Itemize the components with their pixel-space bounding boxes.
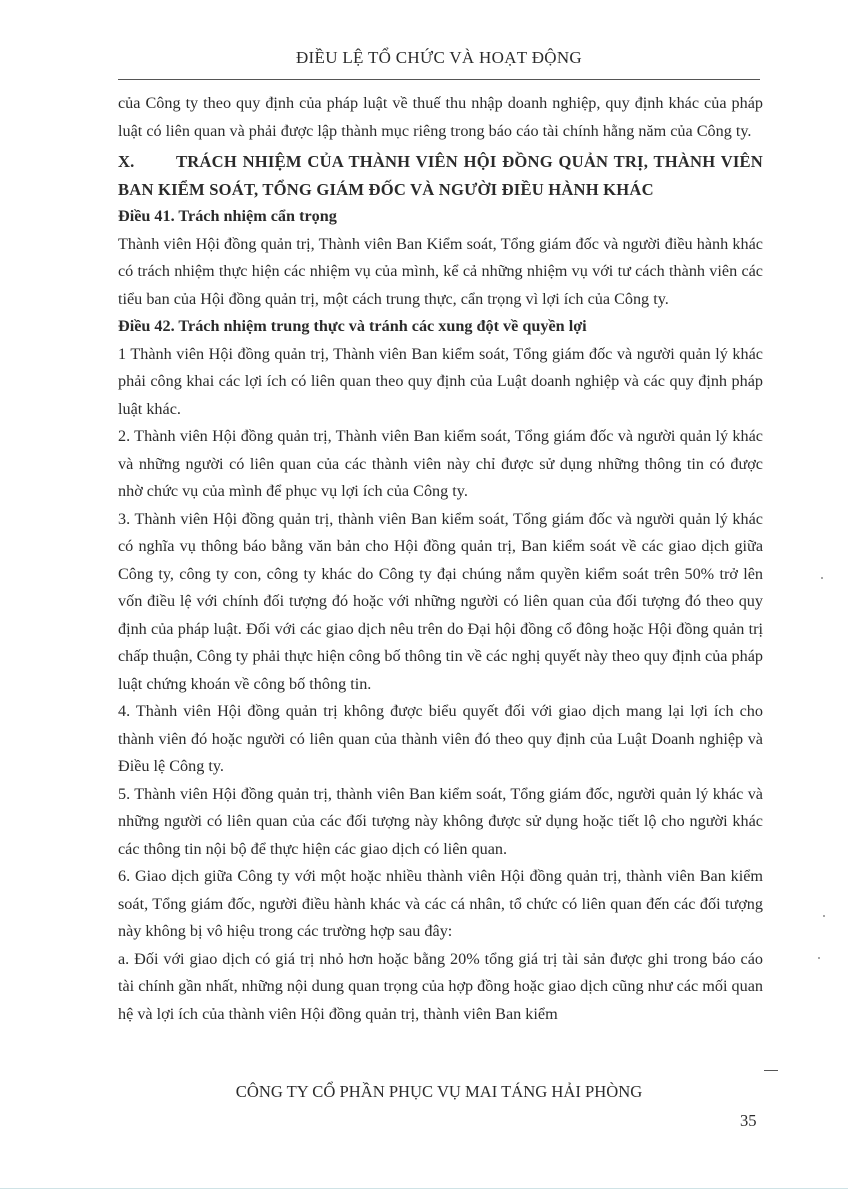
article-42-title: Điều 42. Trách nhiệm trung thực và tránh các xung đột về quyền lợi bbox=[118, 317, 587, 335]
article-42-clause-2: 2. Thành viên Hội đồng quản trị, Thành viên Ban kiểm soát, Tổng giám đốc và người quản lý khác và những người có liên quan của các thành viên này chỉ được sử dụng những thông tin có được nhờ chức vụ của mình để phục vụ lợi ích của Công ty. bbox=[118, 427, 763, 500]
article-41-text: Thành viên Hội đồng quản trị, Thành viên Ban Kiểm soát, Tổng giám đốc và người điều hành khác có trách nhiệm thực hiện các nhiệm vụ của mình, kể cả những nhiệm vụ với tư cách thành viên các tiểu ban của Hội đồng quản trị, một cách trung thực, cẩn trọng vì lợi ích của Công ty. bbox=[118, 234, 763, 308]
scan-speck bbox=[823, 915, 825, 917]
article-42-clause-3: 3. Thành viên Hội đồng quản trị, thành viên Ban kiểm soát, Tổng giám đốc và người quản lý khác có nghĩa vụ thông báo bằng văn bản cho Hội đồng quản trị, Ban kiểm soát về các giao dịch giữa Công ty, công ty con, công ty khác do Công ty đại chúng nắm quyền kiểm soát trên 50% trở lên vốn điều lệ với chính đối tượng đó hoặc với những người có liên quan của đối tượng đó theo quy định của pháp luật. Đối với các giao dịch nêu trên do Đại hội đồng cổ đông hoặc Hội đồng quản trị chấp thuận, Công ty phải thực hiện công bố thông tin về các nghị quyết này theo quy định của pháp luật chứng khoán về công bố thông tin. bbox=[118, 509, 763, 693]
article-42-clause-4: 4. Thành viên Hội đồng quản trị không được biểu quyết đối với giao dịch mang lại lợi ích cho thành viên đó hoặc người có liên quan của thành viên đó theo quy định của Luật Doanh nghiệp và Điều lệ Công ty. bbox=[118, 702, 763, 775]
footer-divider bbox=[764, 1070, 778, 1071]
article-42-clause-1: 1 Thành viên Hội đồng quản trị, Thành viên Ban kiểm soát, Tổng giám đốc và người quản lý khác phải công khai các lợi ích có liên quan theo quy định của Luật doanh nghiệp và các quy định pháp luật khác. bbox=[118, 344, 763, 418]
footer-company: CÔNG TY CỔ PHẦN PHỤC VỤ MAI TÁNG HẢI PHÒNG bbox=[235, 1082, 643, 1101]
article-42-clause-6: 6. Giao dịch giữa Công ty với một hoặc nhiều thành viên Hội đồng quản trị, thành viên Ban kiểm soát, Tổng giám đốc, người điều hành khác và các cá nhân, tổ chức có liên quan đến các đối tượng này không bị vô hiệu trong các trường hợp sau đây: bbox=[118, 867, 763, 940]
article-42-clause-6a: a. Đối với giao dịch có giá trị nhỏ hơn hoặc bằng 20% tổng giá trị tài sản được ghi trong báo cáo tài chính gần nhất, những nội dung quan trọng của hợp đồng hoặc giao dịch cũng như các mối quan hệ và lợi ích của thành viên Hội đồng quản trị, thành viên Ban kiểm bbox=[118, 949, 763, 1023]
page-header: ĐIỀU LỆ TỔ CHỨC VÀ HOẠT ĐỘNG bbox=[295, 48, 583, 67]
header-divider bbox=[118, 79, 760, 80]
scan-speck bbox=[818, 957, 820, 959]
document-body bbox=[118, 90, 763, 1028]
scan-speck bbox=[821, 577, 823, 579]
section-number: X. bbox=[118, 152, 135, 171]
article-42-clause-5: 5. Thành viên Hội đồng quản trị, thành viên Ban kiểm soát, Tổng giám đốc, người quản lý khác và những người có liên quan của các đối tượng này không được sử dụng hoặc tiết lộ cho người khác các thông tin nội bộ để thực hiện các giao dịch có liên quan. bbox=[118, 784, 763, 858]
intro-paragraph: của Công ty theo quy định của pháp luật về thuế thu nhập doanh nghiệp, quy định khác của pháp luật có liên quan và phải được lập thành mục riêng trong báo cáo tài chính hằng năm của Công ty. bbox=[118, 94, 763, 140]
page-number: 35 bbox=[740, 1111, 757, 1130]
section-title: TRÁCH NHIỆM CỦA THÀNH VIÊN HỘI ĐỒNG QUẢN TRỊ, THÀNH VIÊN BAN KIỂM SOÁT, TỔNG GIÁM ĐỐC VÀ NGƯỜI ĐIỀU HÀNH KHÁC bbox=[118, 152, 763, 199]
scan-edge-line bbox=[0, 1188, 848, 1189]
section-heading bbox=[118, 148, 763, 203]
article-41-title: Điều 41. Trách nhiệm cẩn trọng bbox=[118, 207, 337, 225]
